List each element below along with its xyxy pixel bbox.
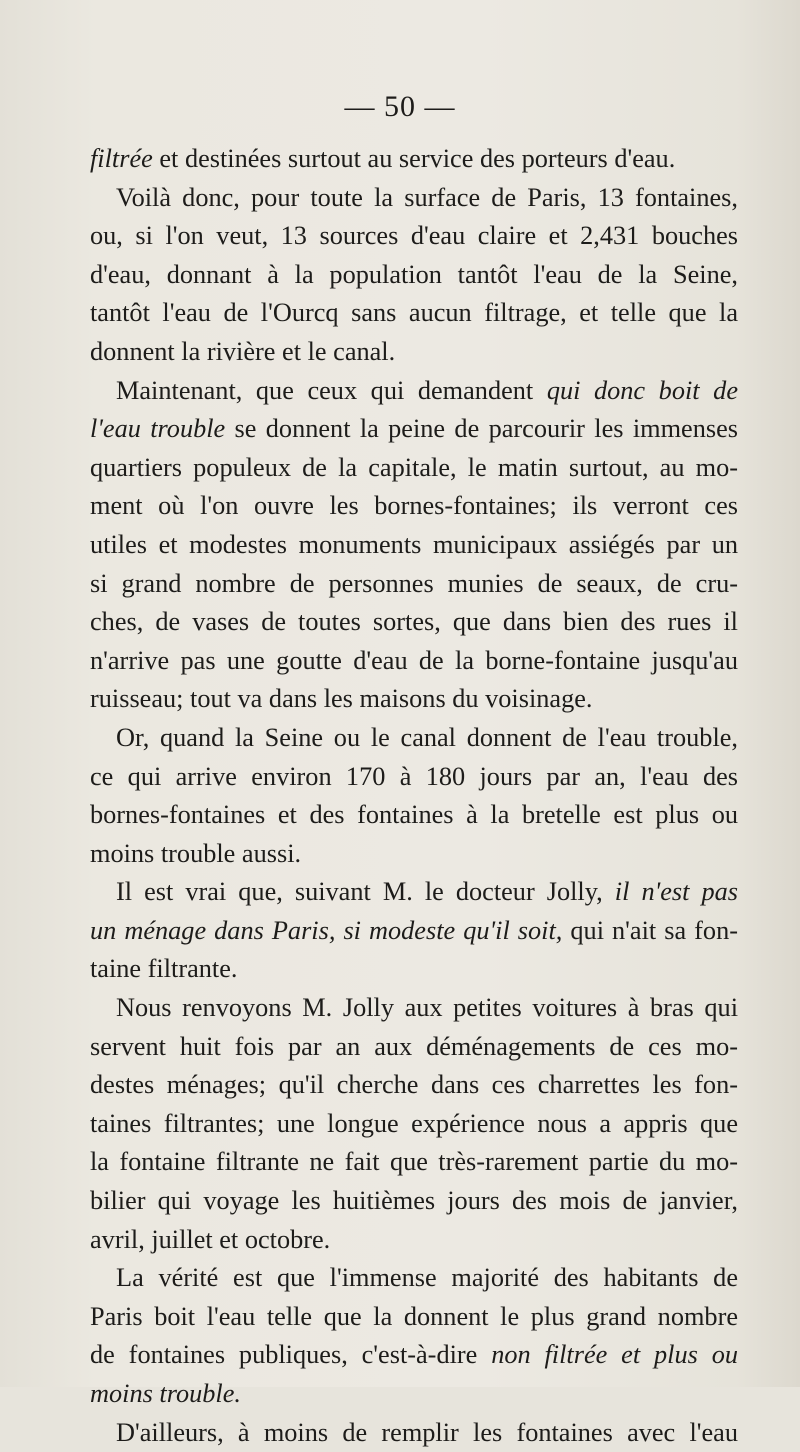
- text-run: de fontaines publiques, c'est-à-dire: [90, 1340, 492, 1370]
- italic-text: moins trouble.: [90, 1379, 241, 1408]
- text-run: ruisseau; tout va dans les maisons du voisinage.: [90, 684, 593, 714]
- text-run: Or, quand la Seine ou le canal donnent de l'eau trouble,: [116, 722, 738, 752]
- text-line: [90, 1221, 738, 1260]
- text-run: et destinées surtout au service des porteurs d'eau.: [152, 144, 676, 173]
- text-line: [90, 217, 738, 256]
- italic-text: il n'est pas: [614, 877, 738, 907]
- text-line: [90, 449, 738, 488]
- text-run: Voilà donc, pour toute la surface de Paris, 13 fontaines,: [116, 182, 738, 212]
- text-run: si grand nombre de personnes munies de seaux, de cru-: [90, 568, 738, 598]
- text-run: d'eau, donnant à la population tantôt l'eau de la Seine,: [90, 259, 738, 289]
- italic-text: filtrée: [90, 144, 153, 173]
- text-line: [90, 372, 738, 411]
- text-line: [90, 642, 738, 681]
- text-run: ches, de vases de toutes sortes, que dans bien des rues il: [90, 607, 738, 637]
- text-line: [90, 526, 738, 565]
- text-run: tantôt l'eau de l'Ourcq sans aucun filtrage, et telle que la: [90, 298, 738, 328]
- text-run: La vérité est que l'immense majorité des habitants de: [116, 1263, 738, 1293]
- text-run: ou, si l'on veut, 13 sources d'eau claire et 2,431 bouches: [90, 221, 738, 251]
- text-line: [90, 294, 738, 333]
- text-line: [90, 487, 738, 526]
- text-run: Nous renvoyons M. Jolly aux petites voitures à bras qui: [116, 993, 738, 1023]
- text-line: [90, 1105, 738, 1144]
- text-line: [90, 835, 738, 874]
- text-run: moins trouble aussi.: [90, 838, 302, 868]
- text-run: se donnent la peine de parcourir les immenses: [225, 414, 738, 444]
- body-text: [90, 140, 738, 1452]
- text-run: ment où l'on ouvre les bornes-fontaines; ils verront ces: [90, 491, 738, 521]
- text-line: [90, 1414, 738, 1452]
- text-line: [90, 1182, 738, 1221]
- text-run: taine filtrante.: [90, 954, 238, 984]
- text-run: servent huit fois par an aux déménagements de ces mo-: [90, 1031, 738, 1061]
- text-line: [90, 1066, 738, 1105]
- text-line: [90, 333, 738, 372]
- text-line: [90, 410, 738, 449]
- text-line: [90, 796, 738, 835]
- text-run: taines filtrantes; une longue expérience nous a appris que: [90, 1108, 738, 1138]
- italic-text: l'eau trouble: [90, 414, 226, 444]
- text-run: bilier qui voyage les huitièmes jours des mois de janvier,: [90, 1186, 738, 1216]
- text-run: ce qui arrive environ 170 à 180 jours par an, l'eau des: [90, 761, 738, 791]
- text-line: [90, 758, 738, 797]
- text-line: [90, 1259, 738, 1298]
- text-line: [90, 719, 738, 758]
- text-run: la fontaine filtrante ne fait que très-rarement partie du mo-: [90, 1147, 738, 1177]
- text-line: [90, 179, 738, 218]
- text-line: [90, 1375, 738, 1414]
- text-line: [90, 603, 738, 642]
- text-run: quartiers populeux de la capitale, le matin surtout, au mo-: [90, 452, 738, 482]
- text-line: [90, 912, 738, 951]
- italic-text: non filtrée et plus ou: [491, 1340, 738, 1370]
- text-run: utiles et modestes monuments municipaux assiégés par un: [90, 529, 738, 559]
- text-line: [90, 256, 738, 295]
- text-line: [90, 565, 738, 604]
- text-run: qui n'ait sa fon-: [562, 915, 738, 945]
- page-number: — 50 —: [344, 90, 456, 123]
- text-line: [90, 1143, 738, 1182]
- text-run: n'arrive pas une goutte d'eau de la borne-fontaine jusqu'au: [90, 645, 738, 675]
- text-run: Paris boit l'eau telle que la donnent le plus grand nombre: [90, 1301, 738, 1331]
- text-run: D'ailleurs, à moins de remplir les fontaines avec l'eau: [116, 1417, 738, 1447]
- text-line: [90, 140, 738, 179]
- text-run: bornes-fontaines et des fontaines à la bretelle est plus ou: [90, 800, 738, 830]
- text-run: avril, juillet et octobre.: [90, 1224, 331, 1254]
- text-run: destes ménages; qu'il cherche dans ces charrettes les fon-: [90, 1070, 738, 1100]
- text-run: Maintenant, que ceux qui demandent: [116, 375, 547, 405]
- italic-text: qui donc boit de: [546, 375, 738, 405]
- text-run: Il est vrai que, suivant M. le docteur Jolly,: [116, 877, 615, 907]
- text-line: [90, 950, 738, 989]
- text-line: [90, 1028, 738, 1067]
- italic-text: un ménage dans Paris, si modeste qu'il soit,: [90, 915, 563, 945]
- text-line: [90, 680, 738, 719]
- text-line: [90, 989, 738, 1028]
- text-line: [90, 1336, 738, 1375]
- text-line: [90, 1298, 738, 1337]
- text-run: donnent la rivière et le canal.: [90, 336, 396, 366]
- text-line: [90, 873, 738, 912]
